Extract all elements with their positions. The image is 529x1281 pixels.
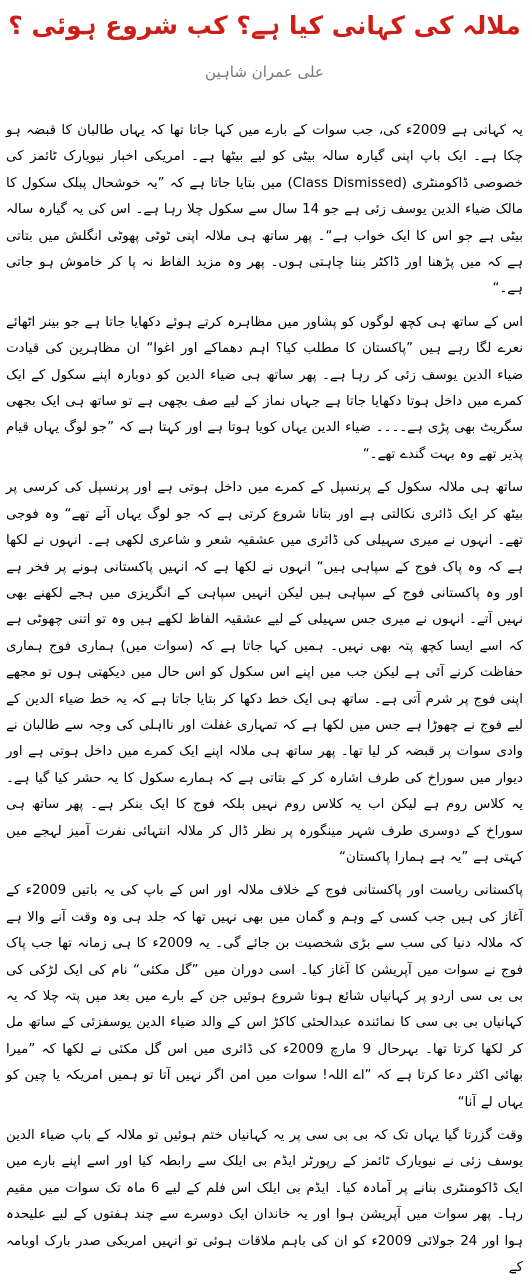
- article-paragraph-5: وقت گزرتا گیا یہاں تک کہ بی بی سی پر یہ کہانیاں ختم ہوئیں تو ملالہ کے باپ ضیاء الدین یوسف زئی نے نیویارک ٹائمز کے رپورٹر ایڈم بی ایلک سے رابطہ کیا اور اسے اپنے بارے میں ایک ڈاکومنٹری بنانے پر آمادہ کیا۔ ایڈم بی ایلک اس فلم کے لیے 6 ماہ تک سوات میں مقیم رہا۔ پھر سوات میں آپریشن ہوا اور یہ خاندان ایک دوسرے سے چند ہفتوں کے لیے علیحدہ ہوا اور 24 جولائی 2009ء کو ان کی باہم ملاقات ہوئی تو انہیں امریکی صدر بارک اوبامہ کے: [6, 1128, 523, 1276]
- article-paragraph-4: پاکستانی ریاست اور پاکستانی فوج کے خلاف ملالہ اور اس کے باپ کی یہ باتیں 2009ء کے آغاز کی ہیں جب کسی کے وہم و گمان میں بھی نہیں تھا کہ جلد ہی وہ وقت آنے والا ہے کہ ملالہ دنیا کی سب سے بڑی شخصیت بن جائے گی۔ یہ 2009ء کا ہی زمانہ تھا جب پاک فوج نے سوات میں آپریشن کا آغاز کیا۔ اسی دوران میں ”گل مکئی“ نام کی ایک لڑکی کی بی بی سی اردو پر کہانیاں شائع ہونا شروع ہوئیں جن کے بارے میں بعد میں پتہ چلا کہ یہ کہانیاں بی بی سی کا نمائندہ عبدالحئی کاکڑ اس کے والد ضیاء الدین یوسفزئی کے ساتھ مل کر لکھا کرتا تھا۔ بہرحال 9 مارچ 2009ء کی ڈائری میں اس گل مکئی نے لکھا کہ ”میرا بھائی اکثر دعا کرتا ہے کہ ”اے اللہ! سوات میں امن اگر نہیں آتا تو ہمیں امریکہ یا چین کو یہاں لے آنا“: [6, 883, 523, 1110]
- article-paragraph-2: اس کے ساتھ ہی کچھ لوگوں کو پشاور میں مظاہرہ کرتے ہوئے دکھایا جاتا ہے جو بینر اٹھائے نعرے لگا رہے ہیں ”پاکستان کا مطلب کیا؟ اہم دھماکے اور اغوا“ ان مظاہرین کی قیادت ضیاء الدین یوسف زئی کر رہا ہے۔ پھر ساتھ ہی ضیاء الدین کو دوبارہ اپنے سکول کے ایک کمرے میں داخل ہوتا دکھایا جاتا ہے جہاں نماز کے لیے صف بچھی ہے تو ساتھ ہی ایک بجھی سگریٹ بھی پڑی ہے۔۔۔۔ ضیاء الدین یہاں کویا ہوتا ہے اور کہتا ہے کہ ”جو لوگ یہاں قیام پذیر تھے وہ بہت گندے تھے۔“: [6, 314, 523, 462]
- article-body: [6, 118, 523, 1276]
- article-headline: ملالہ کی کہانی کیا ہے؟ کب شروع ہوئی ؟: [8, 11, 521, 40]
- article-paragraph-1: یہ کہانی ہے 2009ء کی، جب سوات کے بارے میں کہا جاتا تھا کہ یہاں طالبان کا قبضہ ہو چکا ہے۔ ایک باپ اپنی گیارہ سالہ بیٹی کو لیے بیٹھا ہے۔ امریکی اخبار نیویارک ٹائمز کی خصوصی ڈاکومنٹری (Class Dismissed) میں بتایا جاتا ہے کہ ”یہ خوشحال پبلک سکول کا مالک ضیاء الدین یوسف زئی ہے جو 14 سال سے سکول چلا رہا ہے۔ اس کی یہ گیارہ سالہ بیٹی ہے جو اس کا ایک خواب ہے“۔ پھر ساتھ ہی ملالہ اپنی ٹوٹی پھوٹی انگلش میں بتاتی ہے کہ میں پڑھنا اور ڈاکٹر بننا چاہتی ہوں۔ پھر وہ مزید الفاظ نہ پا کر خاموش ہو جاتی ہے۔“: [6, 123, 523, 297]
- article-paragraph-3: ساتھ ہی ملالہ سکول کے پرنسپل کے کمرے میں داخل ہوتی ہے اور پرنسپل کی کرسی پر بیٹھ کر ایک ڈائری نکالتی ہے اور بتانا شروع کرتی ہے کہ جو لوگ یہاں آئے تھے“ وہ فوجی تھے۔ انہوں نے میری سہیلی کی ڈائری میں عشقیہ شعر و شاعری لکھی ہے۔ انہوں نے لکھا ہے کہ وہ پاک فوج کے سپاہی ہیں“ انہوں نے لکھا ہے کہ انہیں پاکستانی ہونے پر فخر ہے اور وہ پاکستانی فوج کے سپاہی ہیں لیکن انہیں سپاہی کے انگریزی میں ہجے لکھنے بھی نہیں آتے۔ انہوں نے میری جس سہیلی کے لیے عشقیہ الفاظ لکھے ہیں وہ تو اتنی چھوٹی ہے کہ اسے ایسا کچھ پتہ بھی نہیں۔ ہمیں کہا جاتا ہے کہ (سوات میں) ہماری فوج ہماری حفاظت کرنے آئی ہے لیکن جب میں اپنے اس سکول کو اس حال میں دیکھتی ہوں تو مجھے اپنی فوج پر شرم آتی ہے۔ ساتھ ہی ایک خط دکھا کر بتایا جاتا ہے کہ یہ خط ضیاء الدین کے لیے فوج نے چھوڑا ہے جس میں لکھا ہے کہ تمہاری غفلت اور نااہلی کی وجہ سے طالبان نے وادی سوات پر قبضہ کر لیا تھا۔ پھر ساتھ ہی ملالہ اپنے ایک کمرے میں داخل ہوتی ہے اور دیوار میں سوراخ کی طرف اشارہ کر کے بتاتی ہے کہ ہمارے سکول کا یہ حشر کیا گیا ہے۔ یہ کلاس روم ہے لیکن اب یہ کلاس روم نہیں بلکہ فوج کا ایک بنکر ہے۔ پھر ساتھ ہی سوراخ کے دوسری طرف شہر مینگورہ پر نظر ڈال کر ملالہ انتہائی نفرت آمیز لہجے میں کہتی ہے ”یہ ہے ہمارا پاکستان“: [6, 480, 523, 865]
- author-byline: علی عمران شاہین: [205, 63, 324, 81]
